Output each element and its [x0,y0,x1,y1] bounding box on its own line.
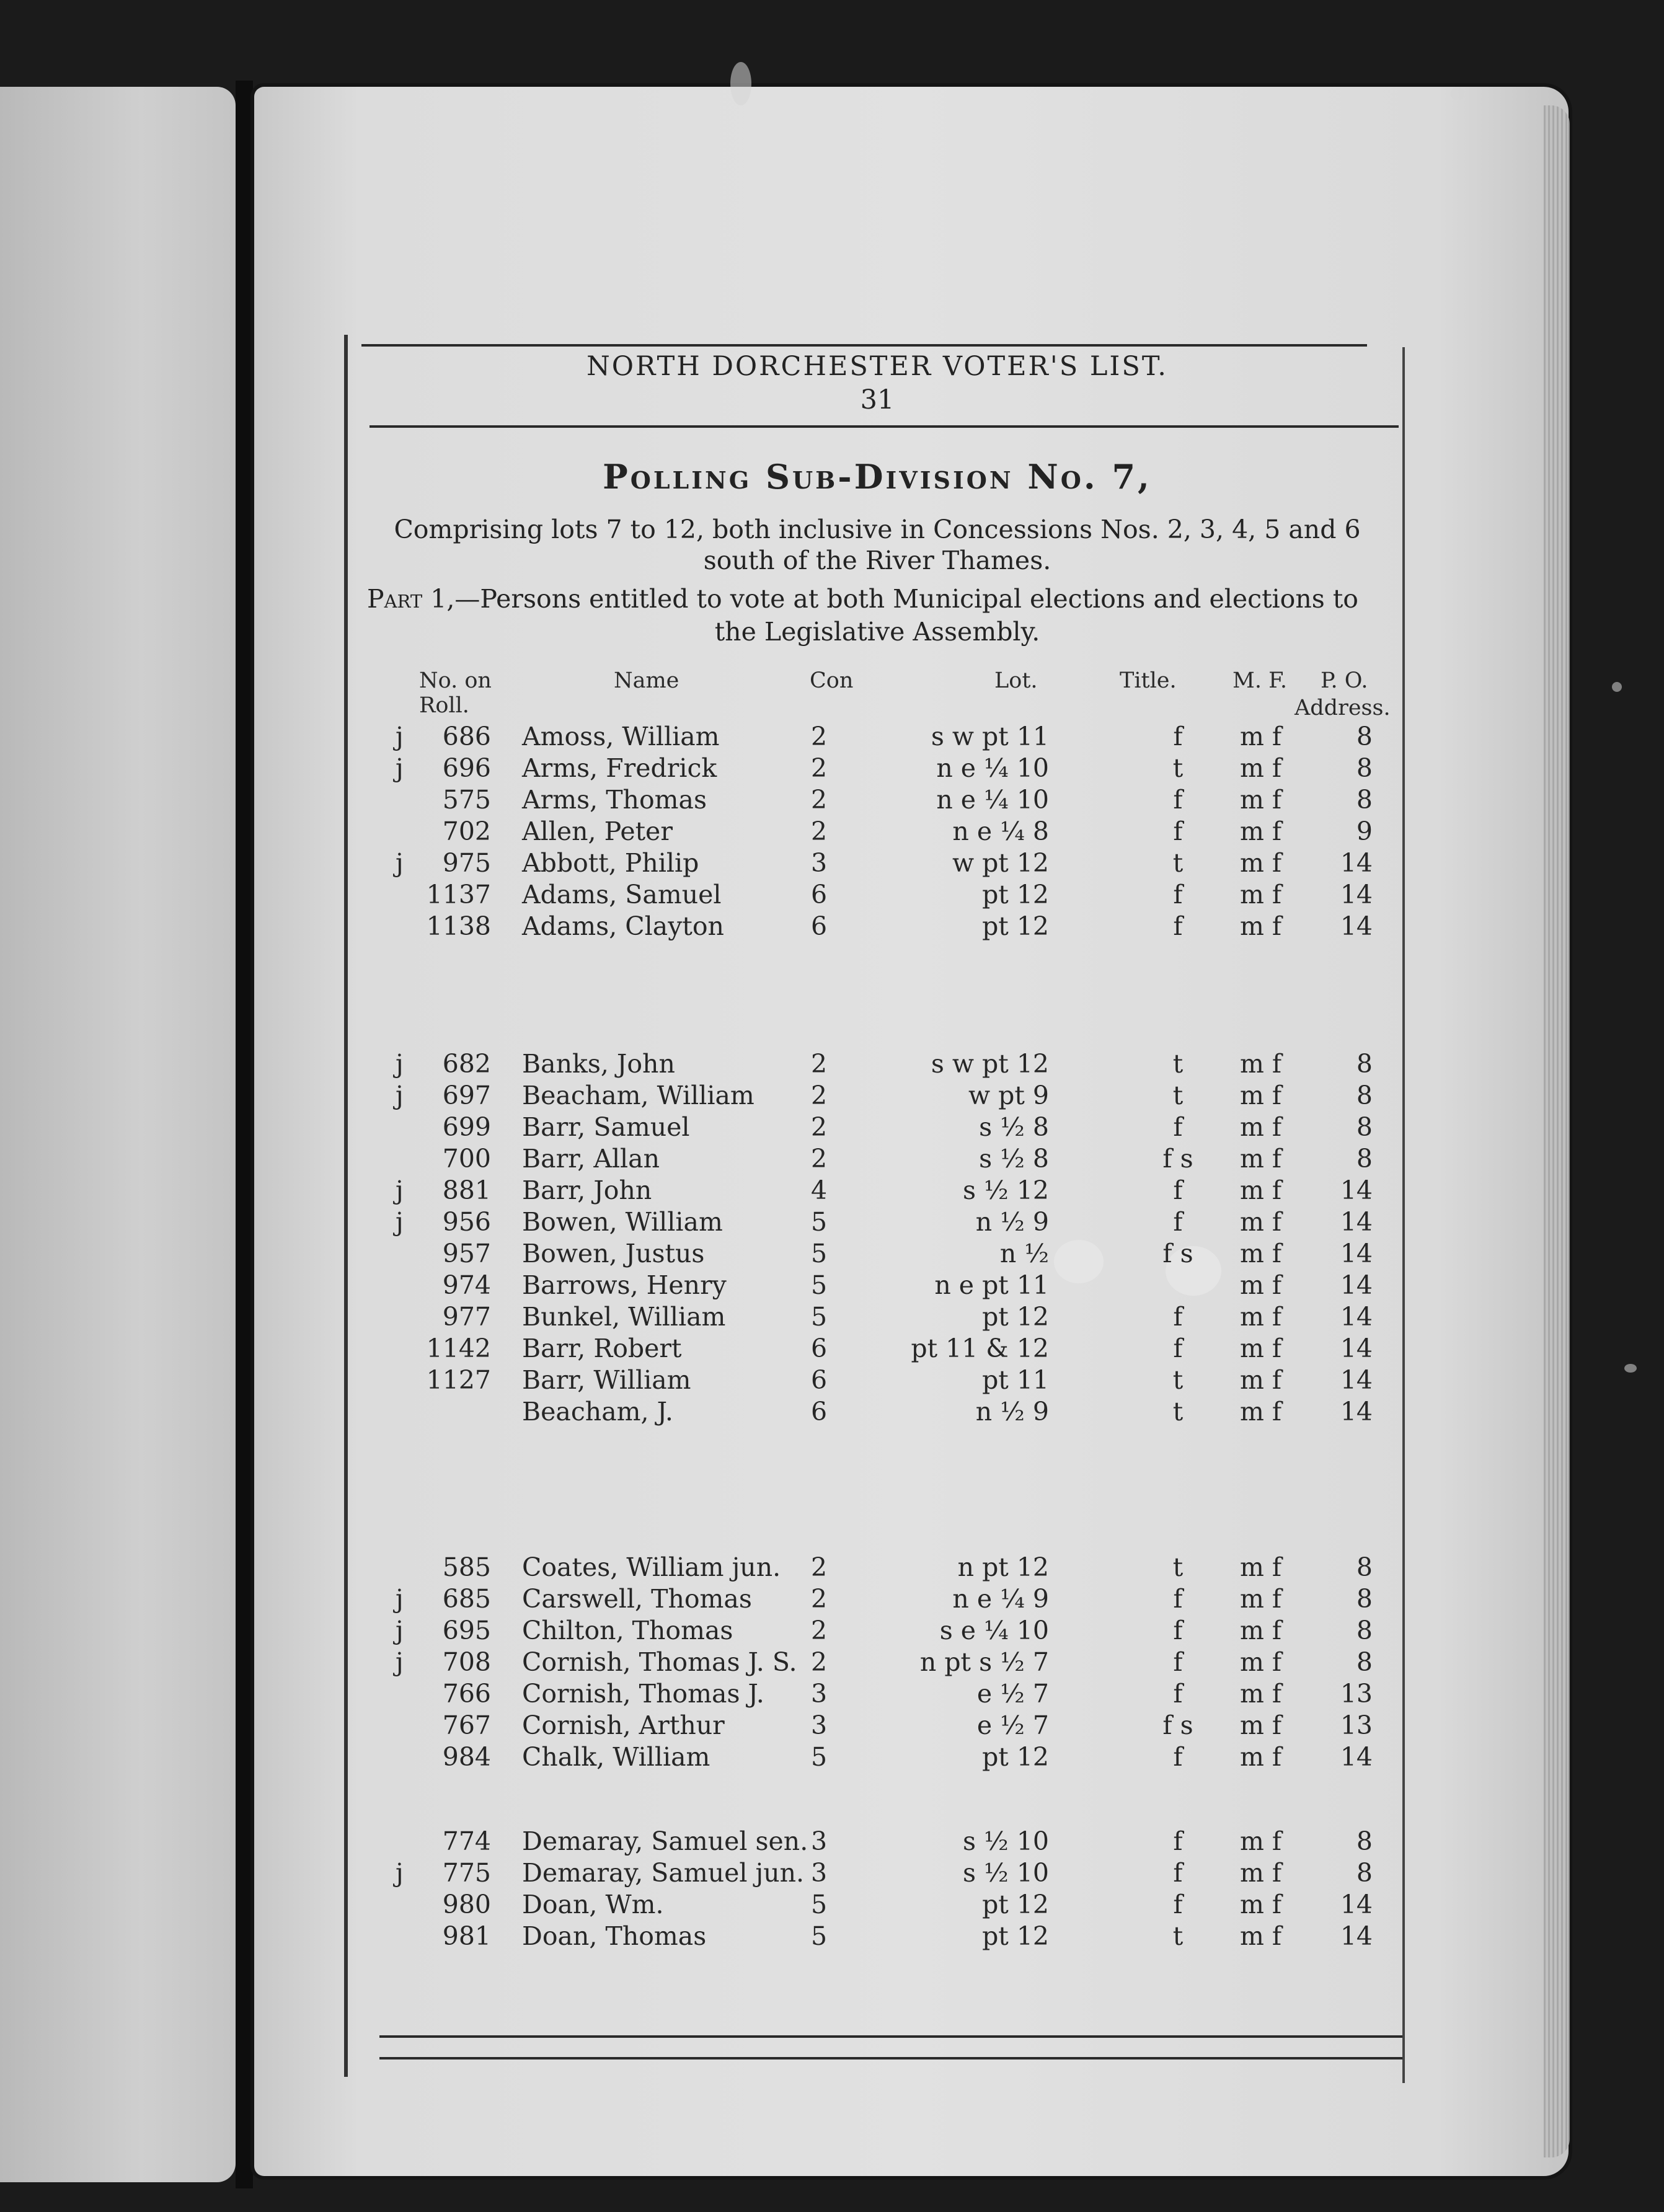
roll-number: 702 [442,816,491,846]
lot: n ½ 9 [975,1207,1049,1237]
lot: pt 11 & 12 [911,1334,1049,1363]
voter-name: Doan, Wm. [522,1890,664,1919]
mf: m f [1240,816,1282,846]
roll-number: 767 [442,1710,491,1740]
voter-row [0,1081,1664,1113]
title: f [1173,1207,1183,1237]
roll-number: 686 [442,722,491,751]
voter-name: Barrows, Henry [522,1270,727,1300]
voter-row [0,785,1664,817]
po-address: 14 [1340,1175,1373,1205]
roll-number: 774 [442,1826,491,1856]
voter-name: Abbott, Philip [522,848,699,878]
roll-mark: j [396,722,404,751]
roll-number: 708 [442,1647,491,1677]
lot: e ½ 7 [976,1679,1049,1709]
concession: 5 [811,1239,828,1268]
roll-number: 697 [442,1081,491,1110]
voter-name: Carswell, Thomas [522,1584,752,1614]
paper-blemish [1612,682,1622,692]
title: f [1173,722,1183,751]
col-header-roll: No. on [419,668,492,693]
concession: 3 [811,1858,828,1888]
voter-row [0,1397,1664,1429]
title: t [1172,1365,1184,1395]
voter-row [0,1647,1664,1679]
concession: 2 [811,1049,828,1079]
roll-number: 881 [442,1175,491,1205]
mf: m f [1240,1144,1282,1174]
lot: w pt 12 [952,848,1049,878]
title: f [1173,1175,1183,1205]
voter-row [0,880,1664,912]
concession: 5 [811,1270,828,1300]
concession: 5 [811,1302,828,1332]
concession: 2 [811,1081,828,1110]
po-address: 13 [1340,1710,1373,1740]
voter-name: Barr, Samuel [522,1112,690,1142]
roll-number: 695 [442,1616,491,1645]
mf: m f [1240,848,1282,878]
po-address: 14 [1340,911,1373,941]
voter-name: Beacham, J. [522,1397,673,1427]
mf: m f [1240,1742,1282,1772]
roll-number: 699 [442,1112,491,1142]
po-address: 8 [1356,785,1373,815]
concession: 2 [811,753,828,783]
bottom-rule-double [379,2057,1402,2059]
voter-row [0,1921,1664,1953]
lot: pt 12 [982,1302,1049,1332]
part-heading-cont: the Legislative Assembly. [714,617,1040,647]
mf: m f [1240,1616,1282,1645]
title: f [1173,785,1183,815]
lot: e ½ 7 [976,1710,1049,1740]
voter-row [0,1710,1664,1743]
section-description-cont: south of the River Thames. [703,546,1051,575]
voter-row [0,816,1664,849]
mf: m f [1240,1826,1282,1856]
mf: m f [1240,1397,1282,1427]
col-header-title: Title. [1120,668,1177,693]
mf: m f [1240,1858,1282,1888]
voter-row [0,722,1664,754]
concession: 6 [811,1334,828,1363]
title: f s [1162,1144,1193,1174]
concession: 6 [811,911,828,941]
voter-row [0,1302,1664,1334]
title: f [1173,1679,1183,1709]
lot: n pt 12 [957,1552,1049,1582]
title: f [1173,1334,1183,1363]
voter-row [0,1858,1664,1890]
voter-row [0,1679,1664,1711]
mf: m f [1240,880,1282,909]
lot: s ½ 8 [979,1144,1049,1174]
voter-row [0,1552,1664,1585]
roll-number: 775 [442,1858,491,1888]
concession: 6 [811,880,828,909]
lot: s ½ 8 [979,1112,1049,1142]
voter-name: Cornish, Thomas J. S. [522,1647,797,1677]
lot: n pt s ½ 7 [919,1647,1049,1677]
po-address: 8 [1356,1049,1373,1079]
col-header-mf: M. F. [1233,668,1288,693]
lot: s w pt 11 [931,722,1049,751]
mf: m f [1240,1710,1282,1740]
roll-number: 1142 [426,1334,491,1363]
section-title: Polling Sub-Division No. 7, [603,457,1152,497]
roll-number: 585 [442,1552,491,1582]
mf: m f [1240,1239,1282,1268]
col-header-roll-2: Roll. [419,693,469,718]
po-address: 8 [1356,1112,1373,1142]
lot: pt 12 [982,1890,1049,1919]
voter-name: Barr, William [522,1365,691,1395]
col-header-po: P. O. [1321,668,1368,693]
mf: m f [1240,1679,1282,1709]
mf: m f [1240,1552,1282,1582]
po-address: 8 [1356,1616,1373,1645]
voter-name: Cornish, Arthur [522,1710,725,1740]
section-description: Comprising lots 7 to 12, both inclusive in Concessions Nos. 2, 3, 4, 5 and 6 [394,515,1361,544]
mf: m f [1240,1270,1282,1300]
voter-row [0,1049,1664,1081]
voter-name: Banks, John [522,1049,675,1079]
roll-number: 981 [442,1921,491,1951]
roll-mark: j [396,753,404,783]
roll-mark: j [396,1049,404,1079]
paper-blemish [1451,87,1464,100]
mf: m f [1240,1049,1282,1079]
voter-name: Adams, Clayton [522,911,724,941]
po-address: 8 [1356,753,1373,783]
roll-number: 700 [442,1144,491,1174]
po-address: 14 [1340,1302,1373,1332]
voter-row [0,1584,1664,1616]
voter-name: Arms, Fredrick [522,753,717,783]
title: f [1173,1584,1183,1614]
po-address: 8 [1356,1826,1373,1856]
roll-number: 984 [442,1742,491,1772]
roll-number: 956 [442,1207,491,1237]
po-address: 14 [1340,1207,1373,1237]
po-address: 9 [1356,816,1373,846]
voter-name: Bowen, William [522,1207,723,1237]
lot: pt 12 [982,880,1049,909]
roll-number: 975 [442,848,491,878]
roll-number: 575 [442,785,491,815]
lot: s ½ 10 [962,1826,1049,1856]
title: f [1173,1742,1183,1772]
part-label: Part 1, [367,584,455,614]
title: t [1172,1081,1184,1110]
roll-mark: j [396,1207,404,1237]
title: f [1173,816,1183,846]
concession: 3 [811,1826,828,1856]
concession: 3 [811,848,828,878]
concession: 3 [811,1679,828,1709]
roll-number: 1137 [426,880,491,909]
po-address: 14 [1340,1890,1373,1919]
title: f [1173,880,1183,909]
title: f [1173,1616,1183,1645]
lot: pt 12 [982,911,1049,941]
lot: s w pt 12 [931,1049,1049,1079]
concession: 3 [811,1710,828,1740]
voter-row [0,753,1664,785]
mf: m f [1240,1302,1282,1332]
voter-row [0,911,1664,944]
voter-name: Adams, Samuel [522,880,722,909]
roll-number: 957 [442,1239,491,1268]
voter-row [0,1207,1664,1239]
col-header-po-2: Address. [1294,696,1391,720]
concession: 2 [811,1647,828,1677]
voter-name: Barr, Robert [522,1334,682,1363]
roll-mark: j [396,848,404,878]
mf: m f [1240,1890,1282,1919]
title: t [1172,1049,1184,1079]
roll-number: 974 [442,1270,491,1300]
concession: 2 [811,816,828,846]
concession: 5 [811,1890,828,1919]
lot: n ½ [999,1239,1049,1268]
mf: m f [1240,1081,1282,1110]
po-address: 8 [1356,1552,1373,1582]
lot: n e ¼ 10 [936,753,1049,783]
roll-number: 685 [442,1584,491,1614]
bottom-rule [379,2035,1402,2038]
roll-number: 766 [442,1679,491,1709]
col-header-name: Name [614,668,679,693]
mf: m f [1240,753,1282,783]
header-rule [370,425,1399,428]
voter-row [0,1826,1664,1859]
concession: 2 [811,1584,828,1614]
lot: n e ¼ 8 [952,816,1049,846]
mf: m f [1240,785,1282,815]
po-address: 8 [1356,1144,1373,1174]
mf: m f [1240,1365,1282,1395]
voter-row [0,1270,1664,1303]
title: t [1172,1921,1184,1951]
voter-name: Amoss, William [522,722,720,751]
po-address: 8 [1356,1858,1373,1888]
lot: pt 11 [982,1365,1049,1395]
voter-row [0,1890,1664,1922]
voter-name: Arms, Thomas [522,785,707,815]
voter-row [0,1365,1664,1397]
title: f [1173,1826,1183,1856]
voter-row [0,848,1664,880]
title: t [1172,753,1184,783]
voter-row [0,1239,1664,1271]
po-address: 14 [1340,880,1373,909]
mf: m f [1240,911,1282,941]
part-text: —Persons entitled to vote at both Municipal elections and elections to [454,584,1358,614]
roll-number: 977 [442,1302,491,1332]
concession: 4 [811,1175,828,1205]
po-address: 8 [1356,1081,1373,1110]
roll-mark: j [396,1081,404,1110]
voter-row [0,1616,1664,1648]
voter-row [0,1175,1664,1208]
title: f [1173,1647,1183,1677]
title: t [1172,848,1184,878]
lot: s ½ 12 [962,1175,1049,1205]
voter-name: Doan, Thomas [522,1921,707,1951]
concession: 2 [811,785,828,815]
mf: m f [1240,1175,1282,1205]
lot: n e ¼ 10 [936,785,1049,815]
voter-name: Demaray, Samuel sen. [522,1826,808,1856]
roll-mark: j [396,1647,404,1677]
roll-mark: j [396,1175,404,1205]
concession: 6 [811,1365,828,1395]
mf: m f [1240,722,1282,751]
po-address: 14 [1340,1397,1373,1427]
lot: s e ¼ 10 [939,1616,1049,1645]
voter-name: Cornish, Thomas J. [522,1679,764,1709]
title: f [1173,1302,1183,1332]
voter-name: Barr, John [522,1175,652,1205]
voter-name: Bowen, Justus [522,1239,705,1268]
title: f s [1162,1710,1193,1740]
mf: m f [1240,1207,1282,1237]
voter-row [0,1742,1664,1774]
voter-name: Chilton, Thomas [522,1616,733,1645]
voter-name: Allen, Peter [522,816,673,846]
lot: n e pt 11 [934,1270,1049,1300]
mf: m f [1240,1334,1282,1363]
title: t [1172,1552,1184,1582]
concession: 5 [811,1921,828,1951]
col-header-con: Con [810,668,854,693]
voter-name: Coates, William jun. [522,1552,781,1582]
page-number: 31 [860,384,895,415]
concession: 2 [811,722,828,751]
lot: w pt 9 [968,1081,1049,1110]
title: f s [1162,1239,1193,1268]
top-rule [361,344,1367,347]
title: f [1173,1890,1183,1919]
po-address: 14 [1340,1239,1373,1268]
title: t [1172,1397,1184,1427]
part-heading [367,584,1358,614]
mf: m f [1240,1112,1282,1142]
concession: 2 [811,1112,828,1142]
lot: n ½ 9 [975,1397,1049,1427]
roll-number: 980 [442,1890,491,1919]
title: f [1173,911,1183,941]
lot: n e ¼ 9 [952,1584,1049,1614]
po-address: 14 [1340,1270,1373,1300]
lot: pt 12 [982,1921,1049,1951]
voter-name: Chalk, William [522,1742,710,1772]
voter-name: Barr, Allan [522,1144,660,1174]
concession: 2 [811,1552,828,1582]
roll-number: 1127 [426,1365,491,1395]
concession: 5 [811,1207,828,1237]
roll-mark: j [396,1858,404,1888]
po-address: 14 [1340,848,1373,878]
concession: 2 [811,1144,828,1174]
concession: 6 [811,1397,828,1427]
roll-number: 1138 [426,911,491,941]
voter-row [0,1334,1664,1366]
concession: 5 [811,1742,828,1772]
roll-mark: j [396,1616,404,1645]
concession: 2 [811,1616,828,1645]
voter-name: Bunkel, William [522,1302,726,1332]
po-address: 14 [1340,1365,1373,1395]
col-header-lot: Lot. [994,668,1038,693]
voter-row [0,1112,1664,1144]
mf: m f [1240,1647,1282,1677]
lot: s ½ 10 [962,1858,1049,1888]
roll-number: 682 [442,1049,491,1079]
voter-row [0,1144,1664,1176]
mf: m f [1240,1921,1282,1951]
voter-name: Beacham, William [522,1081,755,1110]
po-address: 8 [1356,722,1373,751]
paper-blemish [730,62,751,105]
running-head: NORTH DORCHESTER VOTER'S LIST. [586,351,1168,382]
title: f [1173,1112,1183,1142]
po-address: 14 [1340,1742,1373,1772]
mf: m f [1240,1584,1282,1614]
po-address: 8 [1356,1647,1373,1677]
roll-number: 696 [442,753,491,783]
po-address: 14 [1340,1334,1373,1363]
roll-mark: j [396,1584,404,1614]
po-address: 8 [1356,1584,1373,1614]
title: f [1173,1858,1183,1888]
po-address: 13 [1340,1679,1373,1709]
lot: pt 12 [982,1742,1049,1772]
po-address: 14 [1340,1921,1373,1951]
voter-name: Demaray, Samuel jun. [522,1858,805,1888]
